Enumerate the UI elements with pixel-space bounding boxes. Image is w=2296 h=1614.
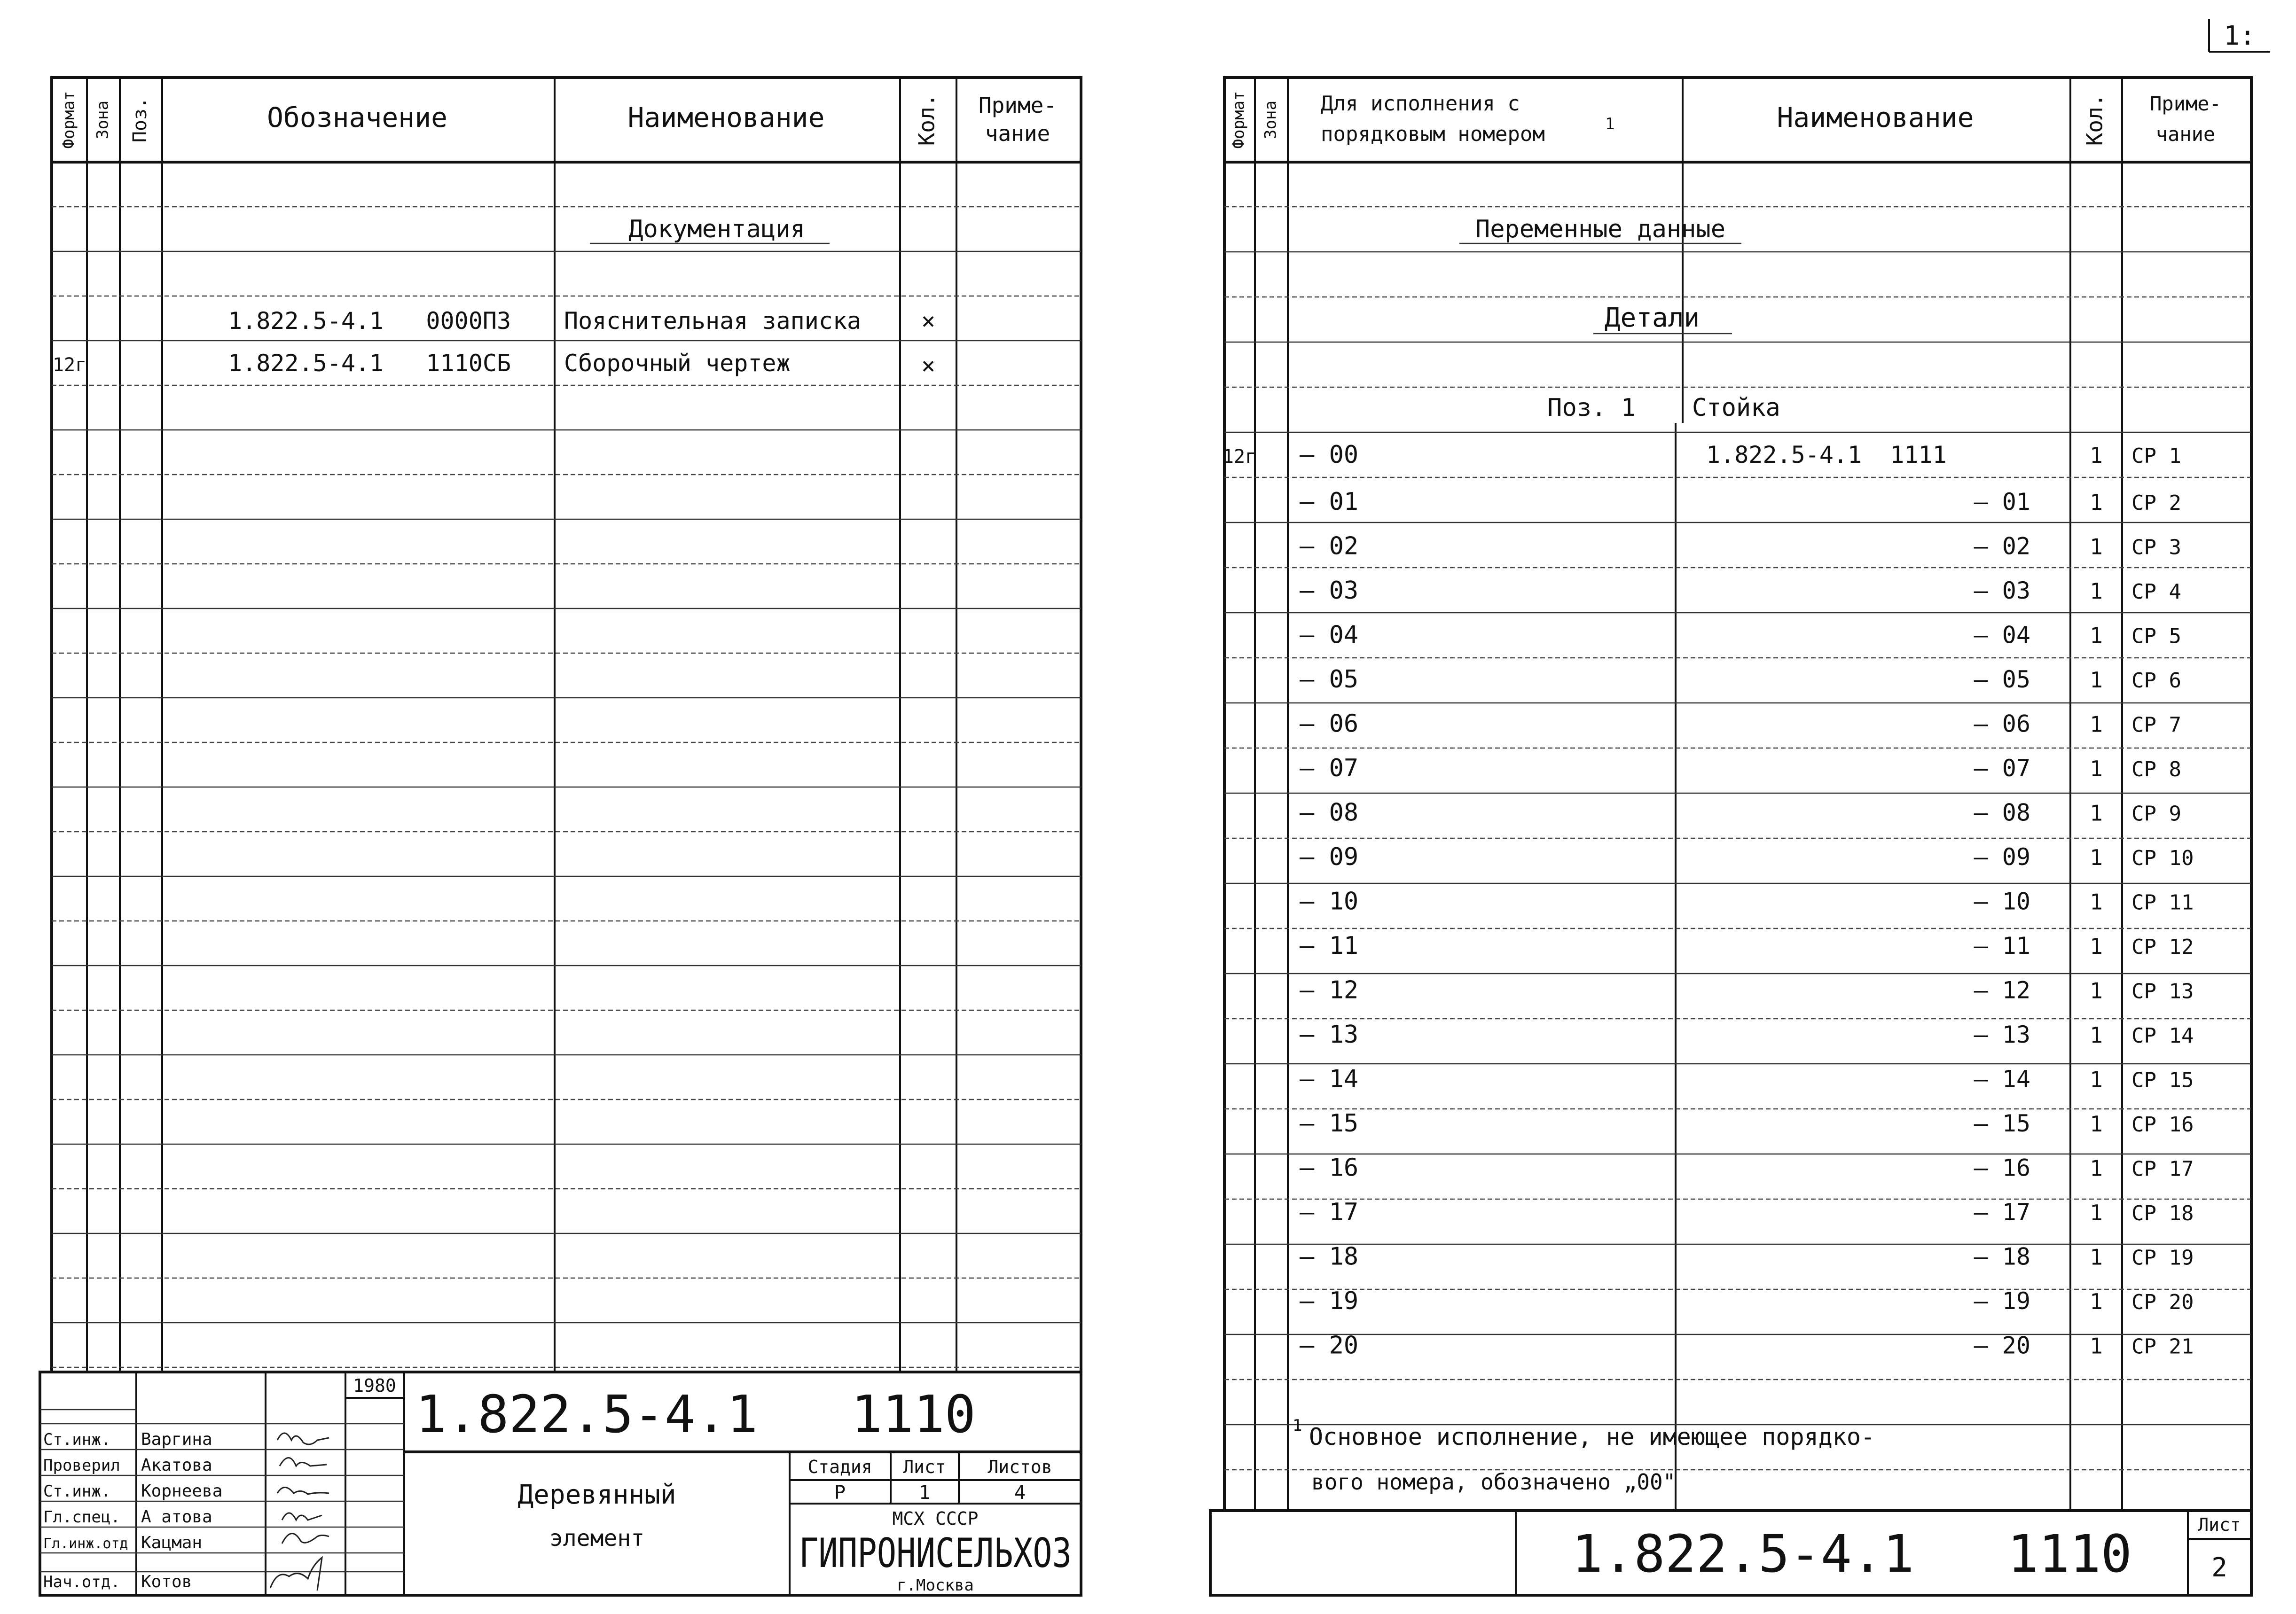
title-name-2: элемент xyxy=(549,1525,645,1552)
doc-row-1-qty: × xyxy=(921,307,936,335)
r-header-note-2: чание xyxy=(2155,123,2216,146)
variant-row-1-variant: – 01 xyxy=(1300,488,1359,516)
variant-row-6-qty: 1 xyxy=(2090,711,2103,737)
variant-row-18-note: СР 19 xyxy=(2131,1246,2194,1270)
variant-row-8-note: СР 9 xyxy=(2131,802,2181,826)
sig-name-5: Кацман xyxy=(141,1533,203,1552)
doc-row-2-designation: 1.822.5-4.1 1110СБ xyxy=(228,350,511,377)
variant-row-6-variant: – 06 xyxy=(1300,710,1359,738)
variant-row-11-name: – 11 xyxy=(1974,932,2030,959)
variant-row-7-name: – 07 xyxy=(1974,755,2030,782)
variant-row-6-note: СР 7 xyxy=(2131,713,2181,737)
right-title-block xyxy=(1210,1511,2251,1595)
title-year: 1980 xyxy=(353,1375,396,1396)
doc-row-2-format: 12г xyxy=(52,354,87,376)
sig-role-4: Гл.спец. xyxy=(43,1508,120,1527)
sheets-label: Листов xyxy=(987,1457,1052,1477)
variant-row-10-name: – 10 xyxy=(1974,888,2030,915)
doc-row-1-name: Пояснительная записка xyxy=(564,307,862,335)
variant-row-17-variant: – 17 xyxy=(1300,1198,1359,1226)
variant-row-14-qty: 1 xyxy=(2090,1067,2103,1092)
variant-row-19-note: СР 20 xyxy=(2131,1290,2194,1314)
variant-row-7-note: СР 8 xyxy=(2131,757,2181,781)
r-header-qty: Кол. xyxy=(2082,94,2108,146)
r-header-variant-1: Для исполнения с xyxy=(1321,92,1520,116)
variant-row-4-variant: – 04 xyxy=(1300,621,1359,649)
section-title: Документация xyxy=(628,215,805,243)
r-sheet-label: Лист xyxy=(2198,1514,2241,1535)
variant-row-19-variant: – 19 xyxy=(1300,1287,1359,1315)
variant-row-1-name: – 01 xyxy=(1974,488,2030,515)
variant-row-3-variant: – 03 xyxy=(1300,577,1359,605)
variant-row-11-variant: – 11 xyxy=(1300,932,1359,960)
variant-row-12-qty: 1 xyxy=(2090,978,2103,1004)
right-sheet-frame xyxy=(1210,78,2251,1595)
header-format: Формат xyxy=(59,91,78,149)
pos-name: Стойка xyxy=(1692,394,1780,422)
r-header-zone: Зона xyxy=(1261,101,1280,139)
left-title-block xyxy=(40,1372,1081,1595)
footnote-line-2: вого номера, обозначено „00" xyxy=(1311,1469,1676,1495)
variant-row-18-name: – 18 xyxy=(1974,1243,2030,1271)
variant-row-6-name: – 06 xyxy=(1974,710,2030,738)
header-zone: Зона xyxy=(93,101,112,139)
variant-rows xyxy=(1300,488,2194,1360)
variant-row-18-variant: – 18 xyxy=(1300,1242,1359,1271)
variant-row-1-note: СР 2 xyxy=(2131,491,2181,515)
stage-label: Стадия xyxy=(807,1457,872,1477)
variant-row-15-note: СР 16 xyxy=(2131,1113,2194,1137)
variant-row-18-qty: 1 xyxy=(2090,1244,2103,1270)
main-row-qty: 1 xyxy=(2090,443,2103,468)
variant-row-15-variant: – 15 xyxy=(1300,1109,1359,1138)
variant-row-3-note: СР 4 xyxy=(2131,580,2181,604)
left-sheet xyxy=(40,78,1081,1595)
doc-row-1-designation: 1.822.5-4.1 0000ПЗ xyxy=(228,307,511,335)
variant-row-9-qty: 1 xyxy=(2090,845,2103,870)
variant-row-7-variant: – 07 xyxy=(1300,754,1359,782)
org-ministry: МСХ СССР xyxy=(892,1508,979,1529)
doc-row-2-qty: × xyxy=(921,352,936,379)
header-qty: Кол. xyxy=(914,94,940,146)
variant-row-14-variant: – 14 xyxy=(1300,1065,1359,1093)
r-section-title: Переменные данные xyxy=(1475,215,1726,243)
variant-row-14-note: СР 15 xyxy=(2131,1068,2194,1092)
variant-row-15-name: – 15 xyxy=(1974,1110,2030,1137)
variant-row-19-qty: 1 xyxy=(2090,1289,2103,1314)
variant-row-13-qty: 1 xyxy=(2090,1022,2103,1048)
sheet-label: Лист xyxy=(903,1457,946,1477)
variant-row-16-variant: – 16 xyxy=(1300,1154,1359,1182)
variant-row-20-note: СР 21 xyxy=(2131,1334,2194,1359)
variant-row-4-qty: 1 xyxy=(2090,623,2103,648)
stage-value: Р xyxy=(834,1482,846,1504)
page-corner-box xyxy=(2209,19,2270,52)
variant-row-20-variant: – 20 xyxy=(1300,1331,1359,1360)
variant-row-13-note: СР 14 xyxy=(2131,1024,2194,1048)
variant-row-2-variant: – 02 xyxy=(1300,532,1359,561)
variant-row-20-qty: 1 xyxy=(2090,1333,2103,1359)
variant-row-15-qty: 1 xyxy=(2090,1111,2103,1137)
variant-row-17-qty: 1 xyxy=(2090,1200,2103,1225)
doc-row-2-name: Сборочный чертеж xyxy=(564,350,791,377)
r-subsection-title: Детали xyxy=(1604,303,1700,333)
sig-role-1: Ст.инж. xyxy=(43,1430,111,1449)
handwritten-signatures xyxy=(270,1433,329,1591)
header-name: Наименование xyxy=(627,101,825,133)
variant-row-13-variant: – 13 xyxy=(1300,1021,1359,1049)
sig-name-6: Котов xyxy=(141,1572,192,1591)
header-pos: Поз. xyxy=(129,97,151,143)
r-header-name: Наименование xyxy=(1777,101,1974,133)
variant-row-9-variant: – 09 xyxy=(1300,843,1359,871)
sig-name-4: А атова xyxy=(141,1507,212,1527)
footnote-sup: 1 xyxy=(1293,1416,1302,1435)
variant-row-8-name: – 08 xyxy=(1974,799,2030,826)
variant-row-7-qty: 1 xyxy=(2090,756,2103,781)
pos-label: Поз. 1 xyxy=(1547,394,1636,422)
main-row-variant: – 00 xyxy=(1300,441,1359,469)
title-name-1: Деревянный xyxy=(517,1480,676,1510)
r-header-format: Формат xyxy=(1229,91,1248,149)
sheet-value: 1 xyxy=(918,1482,931,1504)
variant-row-5-note: СР 6 xyxy=(2131,669,2181,693)
sig-name-1: Варгина xyxy=(141,1430,212,1449)
variant-row-17-note: СР 18 xyxy=(2131,1201,2194,1225)
variant-row-5-variant: – 05 xyxy=(1300,665,1359,694)
main-row-format: 12г xyxy=(1222,446,1257,468)
variant-row-20-name: – 20 xyxy=(1974,1332,2030,1359)
left-row-lines xyxy=(52,207,1081,1367)
variant-row-3-name: – 03 xyxy=(1974,577,2030,604)
variant-row-16-qty: 1 xyxy=(2090,1155,2103,1181)
variant-row-10-qty: 1 xyxy=(2090,889,2103,915)
variant-row-8-variant: – 08 xyxy=(1300,798,1359,827)
header-note-1: Приме- xyxy=(978,93,1057,118)
footnote-line-1: Основное исполнение, не имеющее порядко- xyxy=(1309,1423,1875,1450)
sig-role-3: Ст.инж. xyxy=(43,1482,111,1501)
page-corner-label: 1: xyxy=(2224,21,2256,51)
r-sheet-value: 2 xyxy=(2211,1552,2227,1583)
variant-row-14-name: – 14 xyxy=(1974,1065,2030,1093)
sheets-value: 4 xyxy=(1014,1482,1026,1504)
sig-role-2: Проверил xyxy=(43,1456,120,1475)
variant-row-17-name: – 17 xyxy=(1974,1199,2030,1226)
sig-role-5: Гл.инж.отд xyxy=(43,1536,128,1552)
main-row-note: СР 1 xyxy=(2131,444,2181,468)
r-header-variant-sup: 1 xyxy=(1605,115,1615,133)
variant-row-2-note: СР 3 xyxy=(2131,535,2181,560)
variant-row-10-note: СР 11 xyxy=(2131,890,2194,915)
variant-row-4-note: СР 5 xyxy=(2131,624,2181,648)
variant-row-10-variant: – 10 xyxy=(1300,887,1359,916)
variant-row-1-qty: 1 xyxy=(2090,490,2103,515)
variant-row-16-note: СР 17 xyxy=(2131,1157,2194,1181)
org-city: г.Москва xyxy=(897,1576,974,1595)
variant-row-3-qty: 1 xyxy=(2090,578,2103,604)
variant-row-9-note: СР 10 xyxy=(2131,846,2194,870)
variant-row-19-name: – 19 xyxy=(1974,1287,2030,1315)
variant-row-16-name: – 16 xyxy=(1974,1154,2030,1182)
variant-row-11-qty: 1 xyxy=(2090,934,2103,959)
variant-row-5-qty: 1 xyxy=(2090,667,2103,693)
org-name: ГИПРОНИСЕЛЬХОЗ xyxy=(799,1530,1072,1577)
variant-row-2-name: – 02 xyxy=(1974,532,2030,560)
variant-row-11-note: СР 12 xyxy=(2131,935,2194,959)
header-designation: Обозначение xyxy=(266,101,448,133)
r-header-variant-2: порядковым номером xyxy=(1321,122,1545,146)
sig-role-6: Нач.отд. xyxy=(43,1573,120,1591)
variant-row-8-qty: 1 xyxy=(2090,800,2103,826)
main-row-name: 1.822.5-4.1 1111 xyxy=(1706,441,1947,468)
sig-name-3: Корнеева xyxy=(141,1481,223,1501)
variant-row-2-qty: 1 xyxy=(2090,534,2103,560)
variant-row-4-name: – 04 xyxy=(1974,621,2030,649)
variant-row-12-name: – 12 xyxy=(1974,976,2030,1004)
header-note-2: чание xyxy=(985,121,1050,146)
variant-row-12-note: СР 13 xyxy=(2131,979,2194,1004)
r-title-code: 1.822.5-4.1 1110 xyxy=(1571,1524,2132,1584)
variant-row-5-name: – 05 xyxy=(1974,666,2030,693)
variant-row-13-name: – 13 xyxy=(1974,1021,2030,1048)
r-header-note-1: Приме- xyxy=(2150,92,2221,115)
variant-row-12-variant: – 12 xyxy=(1300,976,1359,1005)
title-code: 1.822.5-4.1 1110 xyxy=(415,1384,976,1444)
sig-name-2: Акатова xyxy=(141,1456,212,1475)
variant-row-9-name: – 09 xyxy=(1974,843,2030,871)
right-sheet xyxy=(1210,78,2251,1595)
